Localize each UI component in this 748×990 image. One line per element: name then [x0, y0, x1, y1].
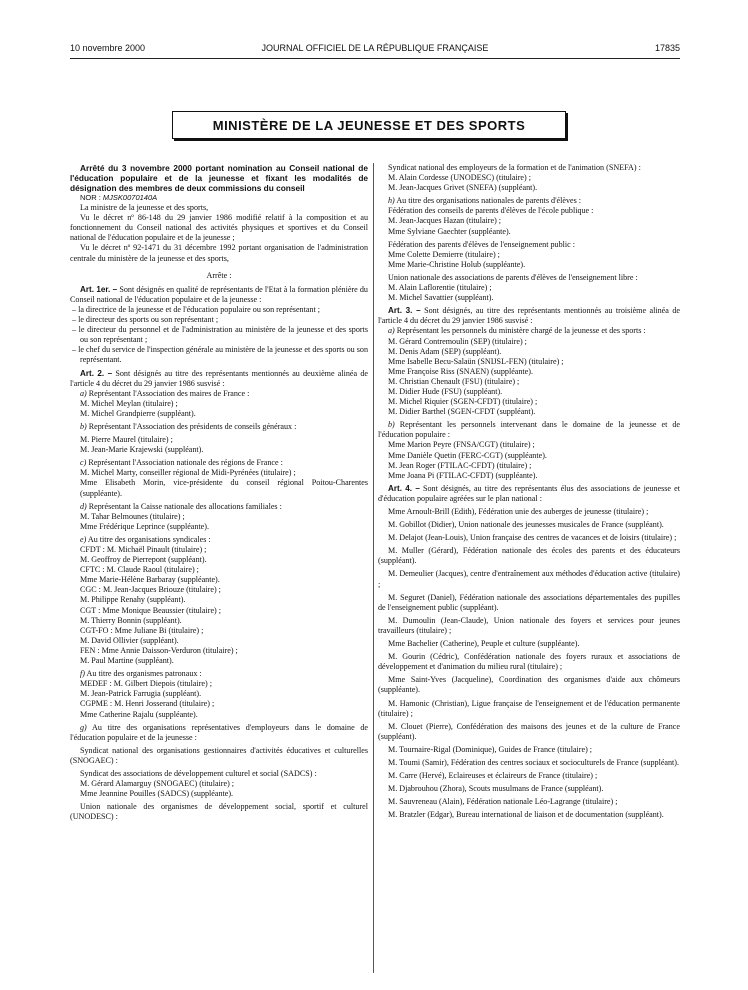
article-3-section-b [378, 420, 680, 440]
column-divider [373, 163, 374, 973]
list-item: M. Jean-Jacques Hazan (titulaire) ; [388, 216, 502, 226]
article-3-section-a-letter: a) [388, 326, 395, 336]
list-item: M. Carre (Hervé), Eclaireuses et éclaireurs de France (titulaire) ; [388, 771, 598, 781]
list-item: M. Bratzler (Edgar), Bureau international de liaison et de documentation (suppléant). [388, 810, 664, 820]
ministry-title: MINISTÈRE DE LA JEUNESSE ET DES SPORTS [212, 117, 526, 133]
list-item: M. Michel Savattier (suppléant). [388, 293, 494, 303]
section-h [378, 196, 680, 206]
section-d-letter: d) [80, 501, 87, 511]
list-item: Mme Bachelier (Catherine), Peuple et culture (suppléante). [388, 639, 580, 649]
nor-code: MJSK0070140A [102, 193, 158, 202]
list-item: M. Paul Martine (suppléant). [80, 656, 174, 666]
list-item: M. Gourin (Cédric), Confédération nationale des foyers ruraux et associations de développement et d'animation du milieu rural (titulaire) ; [378, 652, 680, 672]
list-item: M. Delajot (Jean-Louis), Union française des centres de vacances et de loisirs (titulaire) ; [388, 533, 677, 543]
section-g-text: Au titre des organisations représentatives d'employeurs dans le domaine de l'éducation populaire et de la jeunesse : [70, 722, 368, 742]
right-column [378, 163, 680, 820]
article-3-section-b-letter: b) [388, 420, 395, 430]
org-unapel: Union nationale des associations de parents d'élèves de l'enseignement libre : [388, 272, 638, 282]
section-b-text: Représentant l'Association des présidents de conseils généraux : [86, 421, 297, 431]
header-page-number: 17835 [654, 43, 680, 53]
article-3 [378, 306, 680, 326]
list-item: M. Gérard Contremoulin (SEP) (titulaire) ; [388, 336, 527, 346]
list-item: M. Michel Marty, conseiller régional de Midi-Pyrénées (titulaire) ; [80, 468, 296, 478]
article-1-item: – le directeur du personnel et de l'administration au ministère de la jeunesse et des sports ou son représentant ; [72, 325, 368, 345]
list-item: M. Tahar Belmounes (titulaire) ; [80, 511, 185, 521]
article-4-text: Sont désignés, au titre des représentants élus des associations de jeunesse et d'éducation populaire agréées sur le plan national : [378, 483, 680, 503]
list-item: M. Pierre Maurel (titulaire) ; [80, 435, 173, 445]
list-item: M. Jean Roger (FTILAC-CFDT) (titulaire) ; [388, 460, 532, 470]
list-item: CGT-FO : Mme Juliane Bi (titulaire) ; [80, 625, 204, 635]
list-item: M. Clouet (Pierre), Confédération des maisons des jeunes et de la culture de France (suppléant). [378, 721, 680, 741]
list-item: M. Jean-Marie Krajewski (suppléant). [80, 445, 204, 455]
article-4-label: Art. 4. – [388, 483, 420, 493]
section-b [70, 422, 368, 432]
list-item: M. Philippe Renahy (suppléant). [80, 595, 186, 605]
list-item: CFTC : M. Claude Raoul (titulaire) ; [80, 565, 199, 575]
header-journal-title: JOURNAL OFFICIEL DE LA RÉPUBLIQUE FRANÇAISE [261, 43, 489, 53]
article-1-item: – le directeur des sports ou son représentant ; [72, 315, 219, 325]
section-g-letter: g) [80, 722, 87, 732]
org-fcpe: Fédération des conseils de parents d'élèves de l'école publique : [388, 206, 594, 216]
arrete-label: Arrête : [206, 270, 232, 280]
list-item: M. Jean-Patrick Farrugia (suppléant). [80, 689, 202, 699]
list-item: M. Tournaire-Rigal (Dominique), Guides de France (titulaire) ; [388, 744, 593, 754]
list-item: CGC : M. Jean-Jacques Briouze (titulaire) ; [80, 585, 221, 595]
article-2-text: Sont désignés au titre des représentants mentionnés au deuxième alinéa de l'article 4 du décret du 29 janvier 1986 susvisé : [70, 368, 368, 388]
list-item: M. Denis Adam (SEP) (suppléant). [388, 346, 502, 356]
list-item: M. Didier Barthel (SGEN-CFDT (suppléant). [388, 407, 536, 417]
list-item: Mme Jeannine Pouilles (SADCS) (suppléante). [80, 789, 234, 799]
list-item: Mme Françoise Riss (SNAEN) (suppléante). [388, 366, 533, 376]
section-g [70, 723, 368, 743]
article-3-text: Sont désignés, au titre des représentants mentionnés au troisième alinéa de l'article 4 du décret du 29 janvier 1986 susvisé : [378, 306, 680, 326]
list-item: Mme Danièle Quetin (FERC-CGT) (suppléante). [388, 450, 547, 460]
list-item: M. Michel Meylan (titulaire) ; [80, 398, 178, 408]
page-header [70, 43, 680, 57]
list-item: M. Seguret (Daniel), Fédération nationale des associations départementales des pupilles de l'enseignement public (suppléant). [378, 592, 680, 612]
list-item: CGT : Mme Monique Beaussier (titulaire) ; [80, 605, 222, 615]
list-item: M. Sauvreneau (Alain), Fédération nationale Léo-Lagrange (titulaire) ; [388, 797, 618, 807]
list-item: M. Dumoulin (Jean-Claude), Union nationale des foyers et services pour jeunes travailleurs (titulaire) ; [378, 615, 680, 635]
section-f-letter: f) [80, 669, 85, 679]
section-a-text: Représentant l'Association des maires de France : [86, 388, 250, 398]
intro-vu-2: Vu le décret nº 92-1471 du 31 décembre 1992 portant organisation de l'administration centrale du ministère de la jeunesse et des sports, [70, 243, 368, 263]
list-item: CGPME : M. Henri Josserand (titulaire) ; [80, 699, 215, 709]
list-item: M. Thierry Bonnin (suppléant). [80, 615, 182, 625]
list-item: Mme Elisabeth Morin, vice-présidente du conseil régional Poitou-Charentes (suppléante). [80, 478, 368, 498]
org-sadcs: Syndicat des associations de développement culturel et social (SADCS) : [80, 768, 317, 778]
arrete-title: Arrêté du 3 novembre 2000 portant nomination au Conseil national de l'éducation populaire et de la jeunesse et fixant les modalités de désignation des membres de deux commissions du conseil [70, 163, 368, 193]
list-item: Mme Joana Pi (FTILAC-CFDT) (suppléante). [388, 470, 538, 480]
article-1-item: – la directrice de la jeunesse et de l'éducation populaire ou son représentant ; [72, 304, 320, 314]
list-item: Mme Saint-Yves (Jacqueline), Coordination des organismes d'aide aux chômeurs (suppléante). [378, 675, 680, 695]
list-item: Mme Marie-Hélène Barbaray (suppléante). [80, 575, 220, 585]
list-item: M. Djabrouhou (Zhora), Scouts musulmans de France (suppléant). [388, 784, 604, 794]
section-e-letter: e) [80, 534, 87, 544]
section-c-text: Représentant l'Association nationale des régions de France : [86, 458, 283, 468]
article-2-label: Art. 2. – [80, 368, 113, 378]
list-item: M. Didier Hude (FSU) (suppléant). [388, 386, 503, 396]
list-item: CFDT : M. Michaël Pinault (titulaire) ; [80, 545, 207, 554]
list-item: Mme Colette Demierre (titulaire) ; [388, 249, 500, 259]
list-item: M. Alain Cordesse (UNODESC) (titulaire) ; [388, 173, 531, 183]
list-item: Mme Marion Peyre (FNSA/CGT) (titulaire) ; [388, 440, 535, 450]
list-item: M. Demeulier (Jacques), centre d'entraînement aux méthodes d'éducation active (titulaire) ; [378, 569, 680, 589]
intro-vu-1: Vu le décret nº 86-148 du 29 janvier 1986 modifié relatif à la composition et au fonctionnement du Conseil national des activités physiques et sportives et du Conseil national de l'éducation populaire et de la jeunesse ; [70, 213, 368, 243]
section-a [70, 389, 368, 399]
article-3-label: Art. 3. – [388, 306, 421, 316]
section-h-letter: h) [388, 196, 395, 206]
list-item: Mme Isabelle Becu-Salaün (SNIJSL-FEN) (titulaire) ; [388, 356, 564, 366]
article-1 [70, 285, 368, 305]
list-item: Mme Catherine Rajalu (suppléante). [80, 709, 198, 719]
list-item: MEDEF : M. Gilbert Diepois (titulaire) ; [80, 679, 212, 689]
section-h-text: Au titre des organisations nationales de parents d'élèves : [394, 196, 582, 206]
ministry-heading [172, 111, 566, 139]
list-item: M. Geoffroy de Pierrepont (suppléant). [80, 555, 207, 565]
list-item: Mme Arnoult-Brill (Edith), Fédération unie des auberges de jeunesse (titulaire) ; [388, 507, 649, 516]
list-item: M. Hamonic (Christian), Ligue française de l'enseignement et de l'éducation permanente (titulaire) ; [378, 698, 680, 718]
intro-minister: La ministre de la jeunesse et des sports, [80, 203, 209, 213]
list-item: M. Gérard Alamarguy (SNOGAEC) (titulaire) ; [80, 779, 235, 789]
list-item: FEN : Mme Annie Daisson-Verduron (titulaire) ; [80, 645, 238, 655]
list-item: M. Gobillot (Didier), Union nationale des jeunesses musicales de France (suppléant). [388, 520, 664, 530]
section-c [70, 458, 368, 468]
list-item: Mme Marie-Christine Holub (suppléante). [388, 259, 526, 269]
article-1-item: – le chef du service de l'inspection générale au ministère de la jeunesse et des sports ou son représentant. [72, 345, 368, 365]
list-item: M. Toumi (Samir), Fédération des centres sociaux et socioculturels de France (suppléant). [388, 757, 680, 767]
list-item: M. Alain Laflorentie (titulaire) ; [388, 283, 492, 293]
article-1-label: Art. 1er. – [80, 284, 118, 294]
org-unodesc: Union nationale des organismes de développement social, sportif et culturel (UNODESC) : [70, 802, 368, 822]
section-d-text: Représentant la Caisse nationale des allocations familiales : [86, 501, 282, 511]
article-1-text: Sont désignés en qualité de représentants de l'Etat à la formation plénière du Conseil national de l'éducation populaire et de la jeunesse : [70, 284, 368, 304]
org-peep: Fédération des parents d'élèves de l'enseignement public : [388, 239, 575, 249]
article-4 [378, 484, 680, 504]
nor-line [70, 193, 368, 203]
header-date: 10 novembre 2000 [70, 43, 146, 53]
list-item: M. Jean-Jacques Grivet (SNEFA) (suppléant). [388, 183, 538, 193]
header-rule [70, 58, 680, 59]
list-item: M. Muller (Gérard), Fédération nationale des écoles des parents et des éducateurs (suppléant). [378, 546, 680, 566]
org-snefa: Syndicat national des employeurs de la formation et de l'animation (SNEFA) : [388, 163, 641, 172]
section-d [70, 502, 368, 512]
section-e-text: Au titre des organisations syndicales : [86, 534, 211, 544]
article-3-section-a-text: Représentant les personnels du ministère chargé de la jeunesse et des sports : [394, 326, 646, 336]
section-b-letter: b) [80, 421, 87, 431]
list-item: Mme Frédérique Leprince (suppléante). [80, 521, 209, 531]
article-3-section-a [378, 326, 680, 336]
section-f [70, 669, 368, 679]
org-snogaec: Syndicat national des organisations gestionnaires d'activités éducatives et culturelles (SNOGAEC) : [70, 745, 368, 765]
list-item: M. Christian Chenault (FSU) (titulaire) ; [388, 376, 520, 386]
list-item: Mme Sylviane Gaechter (suppléante). [388, 226, 511, 236]
list-item: M. David Ollivier (suppléant). [80, 635, 179, 645]
nor-label: NOR : [80, 193, 103, 202]
section-f-text: Au titre des organismes patronaux : [84, 669, 202, 679]
list-item: M. Michel Riquier (SGEN-CFDT) (titulaire) ; [388, 397, 538, 407]
section-a-letter: a) [80, 388, 87, 398]
section-c-letter: c) [80, 458, 87, 468]
article-3-section-b-text: Représentant les personnels intervenant dans le domaine de la jeunesse et de l'éducation populaire : [378, 420, 680, 440]
article-2 [70, 369, 368, 389]
left-column [70, 163, 368, 822]
list-item: M. Michel Grandpierre (suppléant). [80, 408, 196, 418]
section-e [70, 535, 368, 545]
